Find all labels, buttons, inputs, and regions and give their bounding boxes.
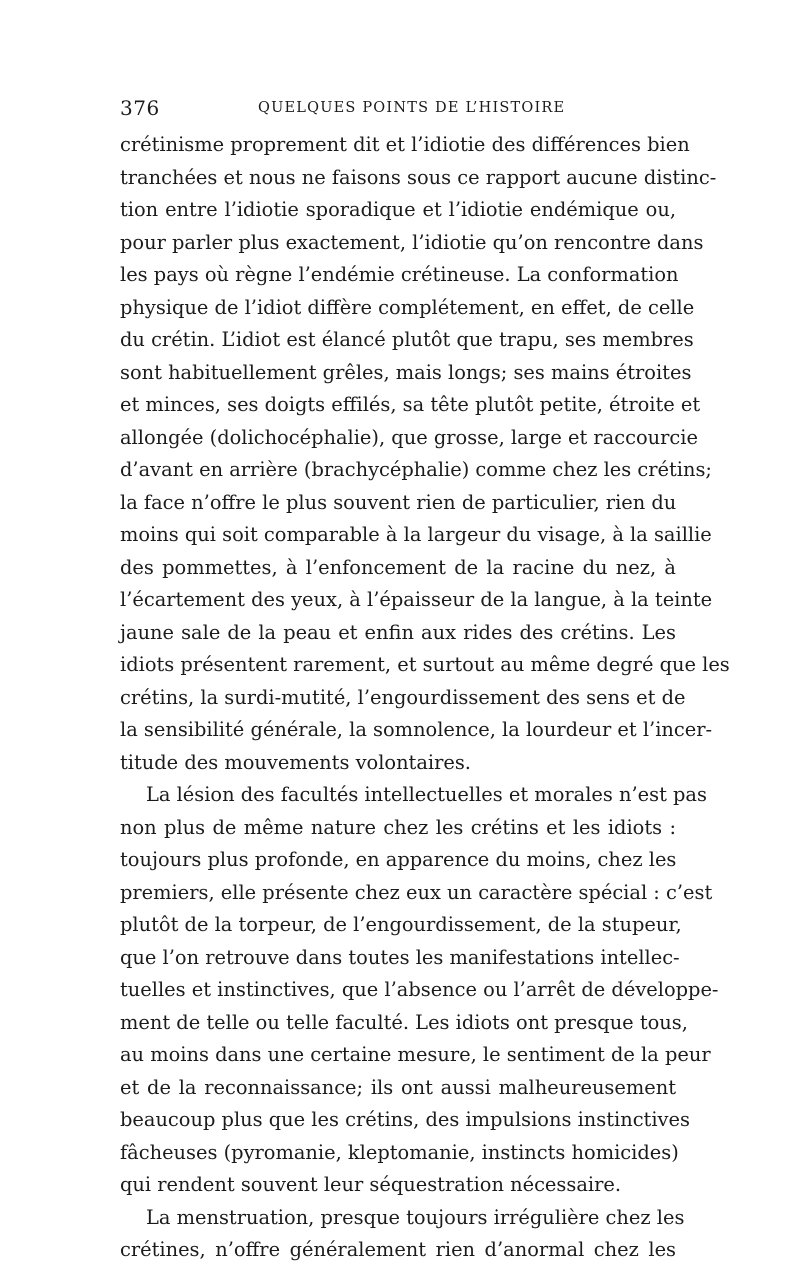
text-line: non plus de même nature chez les crétins et les idiots : [120, 815, 676, 839]
text-line: tranchées et nous ne faisons sous ce rapport aucune distinc- [120, 165, 717, 189]
text-line: crétines, n’offre généralement rien d’anormal chez les [120, 1238, 676, 1261]
page-number: 376 [120, 96, 160, 120]
paragraph-end-line: qui rendent souvent leur séquestration nécessaire. [120, 1173, 621, 1196]
text-line: crétins, la surdi-mutité, l’engourdissement des sens et de [120, 685, 686, 709]
text-line: et de la reconnaissance; ils ont aussi malheureusement [120, 1075, 676, 1099]
body-text [120, 129, 730, 1267]
text-line: beaucoup plus que les crétins, des impulsions instinctives [120, 1108, 690, 1131]
running-title: QUELQUES POINTS DE L’HISTOIRE [258, 100, 566, 116]
paragraph-start-line: La menstruation, presque toujours irrégulière chez les [146, 1205, 685, 1229]
text-line: pour parler plus exactement, l’idiotie qu’on rencontre dans [120, 230, 704, 254]
text-line: ment de telle ou telle faculté. Les idiots ont presque tous, [120, 1010, 688, 1034]
text-line: l’écartement des yeux, à l’épaisseur de la langue, à la teinte [120, 588, 713, 611]
text-line: des pommettes, à l’enfoncement de la racine du nez, à [120, 555, 676, 579]
text-line: la sensibilité générale, la somnolence, la lourdeur et l’incer- [120, 718, 713, 741]
text-line: premiers, elle présente chez eux un caractère spécial : c’est [120, 880, 713, 904]
text-line: moins qui soit comparable à la largeur du visage, à la saillie [120, 523, 712, 546]
text-line: les pays où règne l’endémie crétineuse. La conformation [120, 263, 679, 286]
text-line: tion entre l’idiotie sporadique et l’idiotie endémique ou, [120, 198, 676, 221]
paragraph-start-line: La lésion des facultés intellectuelles et morales n’est pas [146, 783, 707, 806]
text-line: sont habituellement grêles, mais longs; ses mains étroites [120, 360, 692, 384]
text-line: fâcheuses (pyromanie, kleptomanie, instincts homicides) [120, 1140, 679, 1164]
text-line: physique de l’idiot diffère complétement, en effet, de celle [120, 295, 695, 319]
text-line: au moins dans une certaine mesure, le sentiment de la peur [120, 1043, 711, 1066]
text-line: allongée (dolichocéphalie), que grosse, large et raccourcie [120, 425, 698, 449]
text-line: d’avant en arrière (brachycéphalie) comme chez les crétins; [120, 458, 712, 481]
text-line: tuelles et instinctives, que l’absence ou l’arrêt de développe- [120, 978, 719, 1001]
text-line: idiots présentent rarement, et surtout au même degré que les [120, 653, 730, 676]
text-line: du crétin. L’idiot est élancé plutôt que trapu, ses membres [120, 328, 694, 351]
text-line: plutôt de la torpeur, de l’engourdissement, de la stupeur, [120, 913, 682, 936]
text-line: crétinisme proprement dit et l’idiotie des différences bien [120, 133, 690, 156]
text-line: que l’on retrouve dans toutes les manifestations intellec- [120, 945, 680, 969]
running-header [120, 96, 680, 126]
text-line: toujours plus profonde, en apparence du moins, chez les [120, 848, 677, 871]
text-line: la face n’offre le plus souvent rien de particulier, rien du [120, 490, 677, 514]
text-line: jaune sale de la peau et enfin aux rides des crétins. Les [120, 620, 676, 644]
text-line: et minces, ses doigts effilés, sa tête plutôt petite, étroite et [120, 393, 701, 416]
paragraph-end-line: titude des mouvements volontaires. [120, 750, 471, 774]
